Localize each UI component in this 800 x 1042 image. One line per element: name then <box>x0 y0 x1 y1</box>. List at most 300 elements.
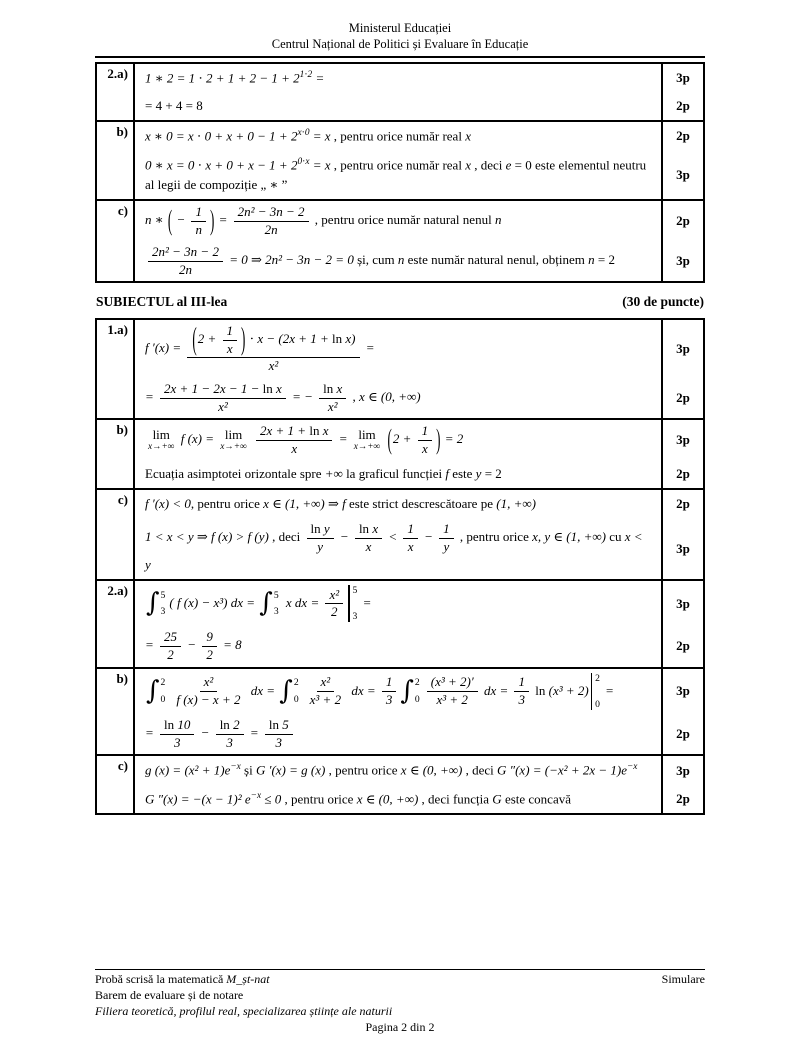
math-text: x² <box>327 398 338 414</box>
points-badge: 3p <box>661 320 703 378</box>
math-text: ≤ 0 <box>261 791 282 807</box>
section-points-total: (30 de puncte) <box>622 294 704 310</box>
page-number: Pagina 2 din 2 <box>365 1020 435 1035</box>
fraction <box>202 630 217 662</box>
math-text: 2x + 1 − 2x − 1 − <box>164 381 263 397</box>
text-run: , deci funcția <box>418 791 493 807</box>
math-text: dx = <box>348 682 379 698</box>
text-run: cu <box>605 529 625 545</box>
points-badge: 2p <box>661 714 703 754</box>
row-label: c) <box>97 201 135 281</box>
row-content <box>135 626 661 666</box>
eval-bar <box>591 673 600 711</box>
exam-variant: M_șt-nat <box>226 972 270 986</box>
numerator <box>202 630 217 647</box>
math-text: G ″(x) = (−x² + 2x − 1) <box>497 762 622 778</box>
math-text: 0 ∗ x = 0 ⋅ x + 0 + x − 1 + <box>145 156 291 172</box>
table-row <box>97 418 703 488</box>
lim-word: lim <box>152 426 170 442</box>
row-content <box>135 756 661 784</box>
section-heading <box>96 294 704 310</box>
points-badge: 2p <box>661 460 703 488</box>
math-text: 2 <box>293 69 300 85</box>
fraction <box>403 522 418 554</box>
row-label: 2.a) <box>97 64 135 121</box>
integral-sign: ∫ <box>400 675 414 706</box>
math-text: 3 <box>518 691 525 707</box>
limit-under: x→+∞ <box>353 441 381 452</box>
numerator <box>403 522 418 539</box>
denominator <box>324 399 342 415</box>
denominator <box>202 647 217 663</box>
row-label: b) <box>97 669 135 755</box>
numerator <box>319 382 346 399</box>
points-badge: 2p <box>661 201 703 241</box>
integral-upper: 2 <box>293 677 299 689</box>
integral-bounds <box>273 590 282 618</box>
integral-upper: 5 <box>160 589 166 601</box>
integral-upper: 2 <box>160 677 166 689</box>
math-text: dx = <box>247 682 279 698</box>
row-content <box>135 241 661 281</box>
math-text: 1 ∗ 2 = 1 ⋅ 2 + 1 + 2 − 1 + <box>145 69 294 85</box>
fraction <box>418 424 433 456</box>
lim-word: lim <box>224 426 243 442</box>
math-text: 3 <box>173 734 181 750</box>
math-text: 2 <box>290 128 298 144</box>
denominator <box>313 539 327 555</box>
superscript: 1⋅2 <box>299 69 313 80</box>
row-content <box>135 581 661 627</box>
denominator <box>172 692 244 708</box>
big-paren: ) <box>241 320 246 357</box>
denominator <box>163 647 178 663</box>
fraction <box>306 675 345 707</box>
math-text: 1 <box>421 423 429 439</box>
math-text: 2 <box>290 156 298 172</box>
superscript: −x <box>250 790 262 801</box>
eval-bounds <box>350 585 358 623</box>
integral-lower: 0 <box>160 693 166 705</box>
table-row <box>97 320 703 418</box>
fraction <box>382 675 397 707</box>
denominator <box>170 735 185 751</box>
denominator <box>287 441 301 457</box>
math-text: dx = <box>480 682 512 698</box>
integral-lower: 3 <box>160 605 166 617</box>
math-text: (x³ + 2)′ <box>430 674 474 690</box>
math-text: g (x) = (x² + 1) <box>145 762 225 778</box>
fraction <box>187 320 359 374</box>
text-run: și, cum <box>353 252 398 268</box>
math-text: − <box>336 529 352 545</box>
points-badge: 2p <box>661 785 703 813</box>
table-row <box>97 199 703 281</box>
footer-filiera-line: Filiera teoretică, profilul real, specializarea științe ale naturii <box>95 1003 393 1018</box>
math-text: G ′(x) = g (x) <box>255 762 326 778</box>
math-text: x <box>465 128 471 144</box>
math-text: , x ∈ (0, +∞) <box>349 389 421 405</box>
numerator <box>160 382 286 399</box>
row-content <box>135 714 661 754</box>
math-text: 2 <box>331 604 338 620</box>
math-text: = <box>145 637 158 653</box>
table-row <box>97 64 703 121</box>
points-badge: 3p <box>661 64 703 92</box>
math-text: 2 <box>206 646 213 662</box>
math-text: ln <box>262 381 273 397</box>
math-text: y <box>443 539 450 555</box>
math-text: = <box>246 725 262 741</box>
section-title: SUBIECTUL al III-lea <box>96 294 228 310</box>
header-rule <box>95 56 705 58</box>
row-content <box>135 490 661 518</box>
integral-lower: 0 <box>414 693 420 705</box>
table-row <box>97 667 703 755</box>
integral-upper: 5 <box>273 589 279 601</box>
text-run: , pentru orice <box>190 496 264 512</box>
math-text: 2n² − 3n − 2 <box>237 204 305 220</box>
math-text: x² <box>329 586 340 602</box>
math-text: f (x) − x + 2 <box>176 691 241 707</box>
math-text: ln <box>268 717 279 733</box>
math-text: n <box>195 221 202 237</box>
row-label: b) <box>97 420 135 488</box>
big-paren: ( <box>192 320 197 357</box>
limit-under: x→+∞ <box>148 441 175 452</box>
math-text: = <box>145 725 158 741</box>
math-text: 3 <box>385 691 393 707</box>
numerator <box>382 675 397 692</box>
row-label: b) <box>97 122 135 199</box>
text-run: este strict descrescătoare pe <box>345 496 497 512</box>
math-text: G <box>492 791 502 807</box>
text-run: , deci <box>268 529 304 545</box>
denominator <box>272 735 287 751</box>
row-content <box>135 151 661 200</box>
math-text: − <box>184 637 200 653</box>
superscript: 0⋅x <box>297 156 310 167</box>
integral-bounds <box>160 677 169 705</box>
math-text: e <box>244 791 251 807</box>
math-text: x <box>421 440 428 456</box>
math-text: = <box>362 340 375 356</box>
math-text: 1 <box>195 204 202 220</box>
math-text: x <box>369 521 379 537</box>
table-row <box>97 754 703 813</box>
math-text: x ∈ (0, +∞) <box>400 762 463 778</box>
points-badge: 3p <box>661 420 703 460</box>
numerator <box>187 320 359 358</box>
fraction <box>160 630 181 662</box>
math-text: 2n <box>178 261 192 277</box>
denominator <box>214 399 232 415</box>
integral <box>146 677 168 705</box>
integral-bounds <box>414 677 423 705</box>
text-run: , pentru orice număr real <box>330 128 466 144</box>
row-content <box>135 518 661 578</box>
math-text: ⋅ x − (2x + 1 + <box>246 331 333 347</box>
math-text: = <box>215 212 231 228</box>
simulation-label: Simulare <box>661 972 705 986</box>
math-text: x dx = <box>282 594 323 610</box>
fraction <box>172 675 244 707</box>
numerator <box>355 522 382 539</box>
row-content <box>135 420 661 460</box>
row-content <box>135 122 661 150</box>
math-text: x <box>407 539 414 555</box>
math-text: = − <box>288 389 317 405</box>
integral-lower: 0 <box>293 693 299 705</box>
math-text: = <box>145 389 158 405</box>
points-badge: 3p <box>661 518 703 578</box>
math-text: 3 <box>226 734 233 750</box>
row-content <box>135 201 661 241</box>
math-text: x ∗ 0 = x ⋅ 0 + x + 0 − 1 + <box>145 128 291 144</box>
limit-under: x→+∞ <box>220 441 247 452</box>
denominator <box>327 604 342 620</box>
integral-sign: ∫ <box>146 675 160 706</box>
row-content <box>135 320 661 378</box>
math-text <box>250 431 253 446</box>
math-text: e <box>505 156 512 172</box>
row-content <box>135 669 661 715</box>
text-run: = 4 + 4 = 8 <box>145 97 203 113</box>
ministry-header <box>95 0 705 53</box>
math-text: 1 <box>443 521 450 537</box>
math-text: x ∈ (1, +∞) ⇒ f <box>263 496 346 512</box>
row-content <box>135 460 661 488</box>
math-text: 9 <box>206 629 213 645</box>
fraction <box>439 522 454 554</box>
math-text: 1 <box>385 674 393 690</box>
math-text: x² <box>218 398 228 414</box>
integral <box>400 677 422 705</box>
math-text: ln <box>309 423 320 439</box>
numerator <box>200 675 218 692</box>
math-text: x) <box>342 331 356 347</box>
text-run: , pentru orice <box>281 791 357 807</box>
text-run: este concavă <box>501 791 571 807</box>
row-content <box>135 378 661 418</box>
text-run: = 2 <box>481 466 502 482</box>
math-text: f ′(x) < 0 <box>145 496 191 512</box>
math-text: n <box>494 212 502 228</box>
math-text: e <box>224 762 231 778</box>
footer-barem-line: Barem de evaluare și de notare <box>95 987 244 1002</box>
text-run: , pentru orice <box>325 762 401 778</box>
math-text: − <box>420 529 437 545</box>
math-text: = 2 <box>441 431 464 447</box>
big-paren: ) <box>436 422 441 456</box>
math-text: ln <box>535 682 546 698</box>
math-text: n <box>397 252 405 268</box>
points-badge: 3p <box>661 669 703 715</box>
eval-bounds <box>592 673 600 711</box>
numerator <box>439 522 454 539</box>
math-text: x ∈ (0, +∞) <box>356 791 419 807</box>
row-label: 2.a) <box>97 581 135 667</box>
math-text: x³ + 2 <box>309 691 342 707</box>
math-text: x² <box>268 358 279 374</box>
math-text: 1 <box>518 674 525 690</box>
lim-word: lim <box>358 426 376 442</box>
math-text: ln <box>332 331 343 347</box>
text-run: și <box>240 762 256 778</box>
integral-upper: 2 <box>414 677 420 689</box>
denominator <box>514 692 529 708</box>
numerator <box>160 630 181 647</box>
math-text: = x <box>309 156 331 172</box>
text-run: Ecuația asimptotei orizontale spre <box>145 466 325 482</box>
integral-sign: ∫ <box>279 675 293 706</box>
math-text: 2 <box>167 646 174 662</box>
math-text: f ′(x) = <box>145 340 185 356</box>
denominator <box>404 539 418 555</box>
fraction <box>216 718 244 750</box>
denominator <box>191 222 206 238</box>
big-paren: ( <box>167 203 173 237</box>
numerator <box>223 324 238 341</box>
big-paren: ( <box>387 422 392 456</box>
numerator <box>256 424 332 441</box>
math-text: x <box>226 340 233 356</box>
math-text: x <box>365 539 372 555</box>
integral-bounds <box>160 590 169 618</box>
math-text: 5 <box>278 717 289 733</box>
exam-name-text: Probă scrisă la matematică <box>95 972 227 986</box>
math-text: = <box>601 682 614 698</box>
table-row <box>97 579 703 667</box>
math-text: (1, +∞) <box>496 496 536 512</box>
text-run: , pentru orice număr natural nenul <box>311 212 495 228</box>
math-text: ln <box>310 521 321 537</box>
math-text: − <box>197 725 213 741</box>
center-name: Centrul Național de Politici și Evaluare în Educație <box>271 37 529 52</box>
text-run: , pentru orice <box>456 529 533 545</box>
numerator <box>216 718 244 735</box>
integral <box>146 590 168 618</box>
math-text: x <box>291 440 298 456</box>
math-text: ln <box>323 381 334 397</box>
math-text: (x³ + 2) <box>545 682 589 698</box>
integral <box>279 677 301 705</box>
fraction <box>223 324 238 356</box>
rubric-table-subject3 <box>95 318 705 815</box>
numerator <box>418 424 433 441</box>
footer-rule <box>95 969 705 970</box>
math-text: x, y ∈ (1, +∞) <box>532 529 606 545</box>
numerator <box>160 718 194 735</box>
denominator <box>265 358 283 374</box>
points-badge: 2p <box>661 122 703 150</box>
superscript: x⋅0 <box>297 128 310 139</box>
math-text: = <box>359 594 372 610</box>
math-text: +∞ <box>324 466 343 482</box>
math-text: e <box>621 762 627 778</box>
integral-bounds <box>293 677 302 705</box>
math-text: ln <box>219 717 230 733</box>
points-badge: 3p <box>661 241 703 281</box>
limit <box>148 428 174 452</box>
big-paren: ) <box>209 203 215 237</box>
integral <box>259 590 281 618</box>
denominator <box>223 341 237 357</box>
numerator <box>307 522 334 539</box>
integral-sign: ∫ <box>146 588 160 619</box>
table-row <box>97 488 703 578</box>
limit <box>220 428 246 452</box>
text-run: , deci <box>470 156 506 172</box>
numerator <box>325 588 343 605</box>
fraction <box>355 522 382 554</box>
row-content <box>135 64 661 92</box>
row-label: 1.a) <box>97 320 135 418</box>
math-text: 2 <box>229 717 240 733</box>
fraction <box>307 522 334 554</box>
eval-upper: 2 <box>595 672 600 684</box>
numerator <box>148 245 223 262</box>
denominator <box>440 539 454 555</box>
denominator <box>418 441 432 457</box>
math-text: 3 <box>275 734 283 750</box>
numerator <box>317 675 335 692</box>
fraction <box>427 675 478 707</box>
denominator <box>261 222 282 238</box>
points-badge: 3p <box>661 581 703 627</box>
math-text: n <box>588 252 595 268</box>
math-text: x <box>272 381 282 397</box>
points-badge: 3p <box>661 756 703 784</box>
denominator <box>306 692 345 708</box>
text-run: , deci <box>462 762 498 778</box>
numerator <box>191 205 206 222</box>
denominator <box>432 692 471 708</box>
math-text: x < y <box>145 529 643 572</box>
numerator <box>265 718 293 735</box>
fraction <box>160 718 194 750</box>
eval-lower: 3 <box>352 610 358 622</box>
eval-lower: 0 <box>595 698 600 710</box>
page-footer <box>95 969 705 1036</box>
math-text: 1 <box>226 323 234 339</box>
sheet <box>95 0 705 815</box>
math-text: = <box>335 431 351 447</box>
limit <box>354 428 380 452</box>
math-text: − <box>173 212 189 228</box>
footer-exam-line <box>95 972 705 988</box>
math-text: y <box>475 466 482 482</box>
text-run: , pentru orice număr real <box>330 156 466 172</box>
points-badge: 2p <box>661 92 703 120</box>
math-text: = <box>312 69 325 85</box>
math-text: 2x + 1 + <box>260 423 310 439</box>
exam-name <box>95 972 270 988</box>
math-text: = 8 <box>219 637 242 653</box>
row-content <box>135 92 661 120</box>
superscript: −x <box>627 762 638 773</box>
rubric-table-subject2 <box>95 62 705 284</box>
math-text: ( f (x) − x³) dx = <box>169 594 259 610</box>
text-run: la graficul funcției <box>342 466 446 482</box>
math-text: y <box>320 521 330 537</box>
eval-bar <box>348 585 357 623</box>
math-text: 2 + <box>197 331 220 347</box>
ministry-name: Ministerul Educației <box>348 21 452 35</box>
math-text: 2n² − 3n − 2 <box>152 244 219 260</box>
row-content <box>135 785 661 813</box>
eval-upper: 5 <box>352 584 358 596</box>
